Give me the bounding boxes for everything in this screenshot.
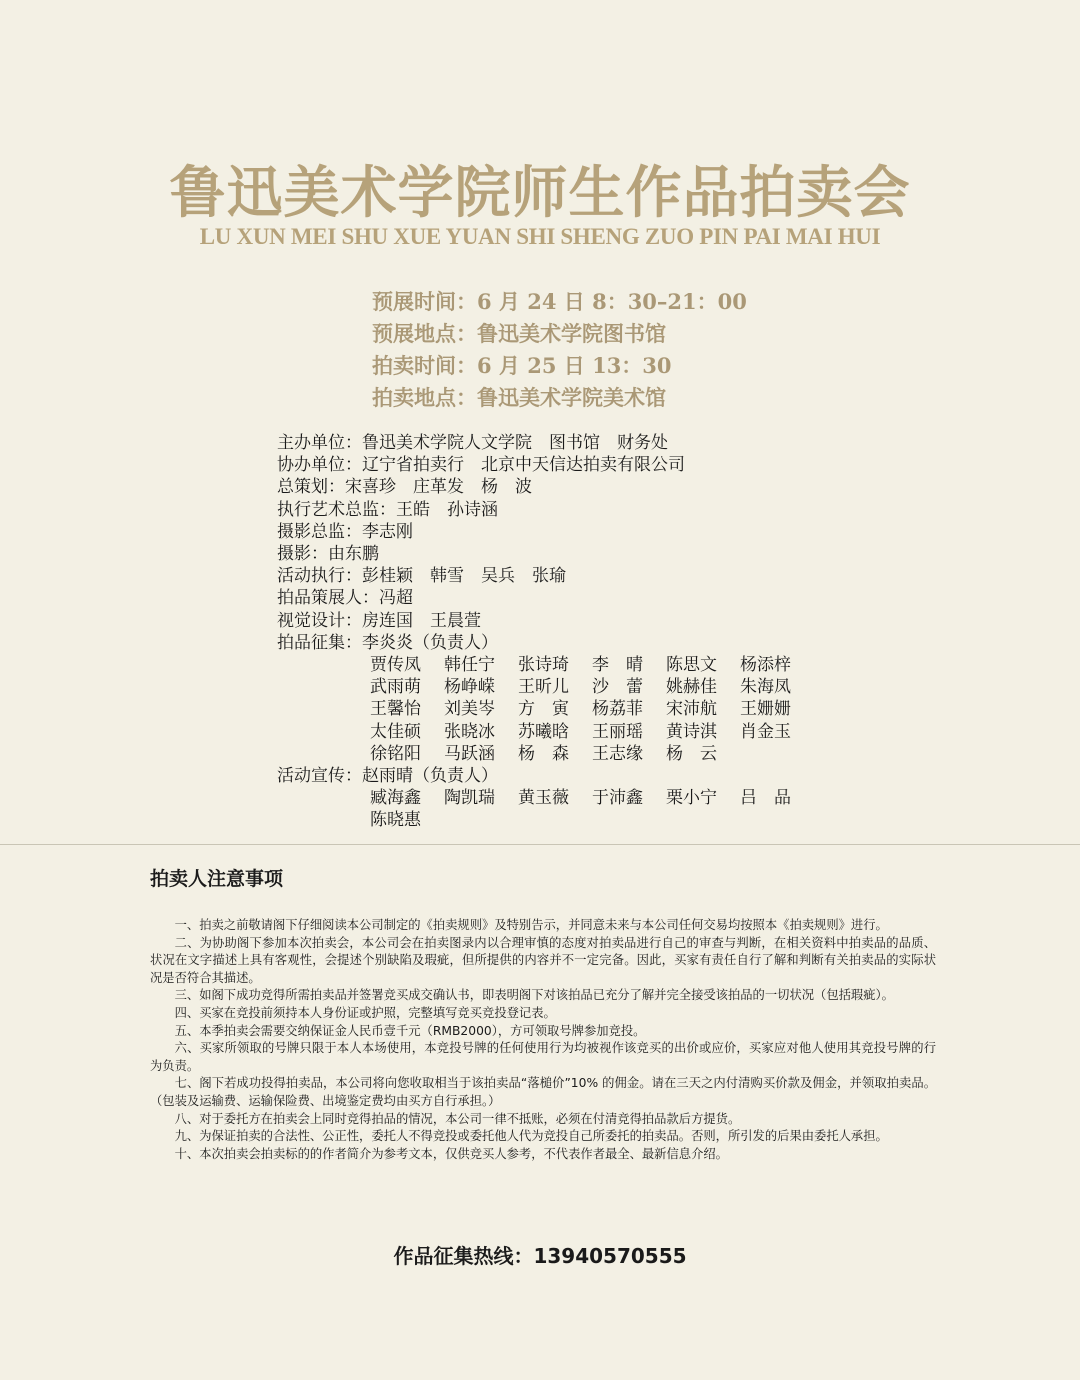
credit-organizer	[277, 432, 837, 454]
credit-visual-design	[277, 610, 837, 632]
notice-item: 十、本次拍卖会拍卖标的的作者简介为参考文本，仅供竞买人参考，不代表作者最全、最新信息介绍。	[174, 1146, 728, 1161]
credit-promotion	[277, 765, 837, 787]
credit-label: 活动宣传：	[277, 766, 362, 787]
credit-label: 执行艺术总监：	[277, 499, 396, 520]
credit-value: 由东鹏	[328, 544, 379, 565]
credit-value: 彭桂颖 韩雪 吴兵 张瑜	[362, 566, 566, 587]
credit-collection	[277, 632, 837, 654]
promotion-name: 陶凯瑞	[444, 788, 495, 809]
notice-item: 八、对于委托方在拍卖会上同时竞得拍品的情况，本公司一律不抵账，必须在付清竞得拍品款后方提货。	[174, 1111, 741, 1126]
collection-name: 朱海凤	[740, 677, 791, 698]
notice-item: 三、如阁下成功竞得所需拍卖品并签署竞买成交确认书，即表明阁下对该拍品已充分了解并完全接受该拍品的一切状况（包括瑕疵）。	[174, 988, 894, 1003]
promotion-name: 陈晓惠	[370, 810, 421, 831]
credit-label: 协办单位：	[277, 455, 362, 476]
credit-chief-planner	[277, 476, 837, 498]
collection-name: 徐铭阳	[370, 743, 421, 764]
collection-name: 韩任宁	[444, 655, 495, 676]
credit-value: 李志刚	[362, 521, 413, 542]
hotline: 作品征集热线：13940570555	[393, 1244, 687, 1268]
collection-name: 张诗琦	[518, 655, 569, 676]
collection-name: 李 晴	[592, 655, 643, 676]
credit-value: 鲁迅美术学院人文学院 图书馆 财务处	[362, 433, 668, 453]
preview-venue: 预展地点：鲁迅美术学院图书馆	[372, 321, 666, 346]
promotion-name: 臧海鑫	[370, 788, 421, 809]
collection-name: 杨峥嵘	[444, 677, 495, 698]
notice-item: 七、阁下若成功投得拍卖品，本公司将向您收取相当于该拍卖品“落槌价”10% 的佣金。请在三天之内付清购买价款及佣金，并领取拍卖品。（包装及运输费、运输保险费、出境鉴定费均由买方自行承担。）	[150, 1076, 936, 1108]
credits-block	[277, 432, 837, 832]
promotion-name: 栗小宁	[666, 788, 717, 809]
preview-time: 预展时间：6 月 24 日 8：30–21：00	[372, 289, 747, 314]
auction-title-pinyin: LU XUN MEI SHU XUE YUAN SHI SHENG ZUO PIN PAI MAI HUI	[199, 224, 881, 249]
schedule-block	[372, 286, 747, 414]
notice-title: 拍卖人注意事项	[150, 868, 284, 890]
auction-venue: 拍卖地点：鲁迅美术学院美术馆	[372, 385, 666, 410]
collection-name: 姚赫佳	[666, 677, 717, 698]
collection-name: 贾传凤	[370, 655, 421, 676]
credit-label: 活动执行：	[277, 566, 362, 587]
collection-name: 黄诗淇	[666, 721, 717, 742]
notice-item: 六、买家所领取的号牌只限于本人本场使用，本竞投号牌的任何使用行为均被视作该竞买的出价或应价，买家应对他人使用其竞投号牌的行为负责。	[150, 1041, 936, 1073]
collection-name: 王志缘	[592, 743, 643, 764]
collection-name: 肖金玉	[740, 721, 791, 742]
credit-curator	[277, 587, 837, 609]
notice-item: 四、买家在竞投前须持本人身份证或护照，完整填写竞买竞投登记表。	[174, 1005, 556, 1020]
collection-name: 张晓冰	[444, 721, 495, 742]
credit-photographer	[277, 543, 837, 565]
notice-body	[150, 917, 936, 1163]
notice-item: 五、本季拍卖会需要交纳保证金人民币壹千元（RMB2000），方可领取号牌参加竞投。	[174, 1023, 646, 1038]
credit-value: 李炎炎（负责人）	[362, 632, 498, 653]
credit-art-director	[277, 499, 837, 521]
collection-name: 杨荔菲	[592, 699, 643, 720]
promotion-name: 黄玉薇	[518, 788, 569, 809]
auction-title: 鲁迅美术学院师生作品拍卖会	[169, 160, 911, 226]
collection-name: 沙 蕾	[592, 677, 643, 698]
credit-value: 赵雨晴（负责人）	[362, 766, 498, 787]
credit-label: 拍品策展人：	[277, 588, 379, 609]
collection-name: 太佳硕	[370, 721, 421, 742]
collection-name: 武雨萌	[370, 677, 421, 698]
notice-item: 二、为协助阁下参加本次拍卖会，本公司会在拍卖图录内以合理审慎的态度对拍卖品进行自己的审查与判断，在相关资料中拍卖品的品质、状况在文字描述上具有客观性，会提述个别缺陷及瑕疵，但所提供的内容并不一定完备。因此，买家有责任自行了解和判断有关拍卖品的实际状况是否符合其描述。	[150, 935, 936, 985]
auction-time: 拍卖时间：6 月 25 日 13：30	[372, 353, 672, 378]
collection-name: 刘美岑	[444, 699, 495, 720]
notice-item: 一、拍卖之前敬请阁下仔细阅读本公司制定的《拍卖规则》及特别告示，并同意未来与本公司任何交易均按照本《拍卖规则》进行。	[174, 918, 888, 932]
credit-co-organizer	[277, 454, 837, 476]
credit-value: 宋喜珍 庄革发 杨 波	[345, 477, 532, 498]
credit-value: 房连国 王晨萱	[362, 610, 481, 631]
collection-name: 杨 森	[518, 743, 569, 764]
promotion-name: 吕 品	[740, 788, 791, 809]
collection-name: 方 寅	[518, 699, 569, 720]
section-divider	[0, 844, 1080, 845]
credit-value: 王皓 孙诗涵	[396, 499, 498, 520]
collection-name: 王姗姗	[740, 699, 791, 720]
credit-label: 摄影：	[277, 544, 328, 565]
collection-name: 马跃涵	[444, 743, 495, 764]
credit-label: 总策划：	[277, 477, 345, 498]
collection-name: 苏曦晗	[518, 721, 569, 742]
collection-names	[370, 654, 837, 765]
credit-value: 冯超	[379, 588, 413, 609]
credit-label: 拍品征集：	[277, 632, 362, 653]
collection-name: 陈思文	[666, 655, 717, 676]
credit-label: 主办单位：	[277, 433, 362, 453]
credit-label: 摄影总监：	[277, 521, 362, 542]
promotion-names	[370, 787, 837, 831]
credit-photo-director	[277, 521, 837, 543]
collection-name: 王昕儿	[518, 677, 569, 698]
collection-name: 宋沛航	[666, 699, 717, 720]
credit-value: 辽宁省拍卖行 北京中天信达拍卖有限公司	[362, 455, 685, 476]
collection-name: 王馨怡	[370, 699, 421, 720]
promotion-name: 于沛鑫	[592, 788, 643, 809]
notice-item: 九、为保证拍卖的合法性、公正性，委托人不得竞投或委托他人代为竞投自己所委托的拍卖品。否则，所引发的后果由委托人承担。	[174, 1129, 888, 1144]
credit-label: 视觉设计：	[277, 610, 362, 631]
collection-name: 王丽瑶	[592, 721, 643, 742]
collection-name: 杨添梓	[740, 655, 791, 676]
credit-activity-exec	[277, 565, 837, 587]
collection-name: 杨 云	[666, 743, 717, 764]
